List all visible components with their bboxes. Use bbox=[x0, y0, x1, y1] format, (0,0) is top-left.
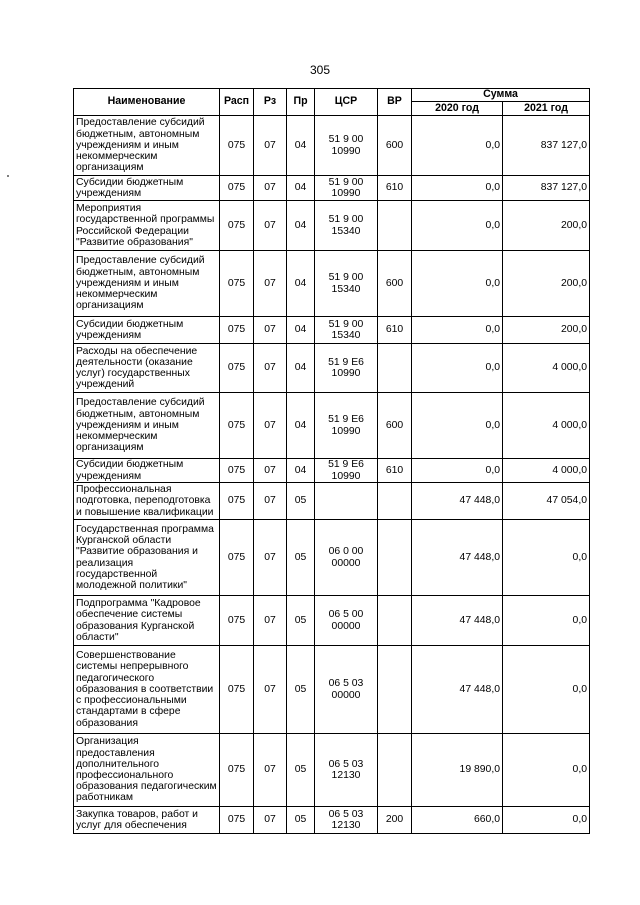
row-rz: 07 bbox=[254, 393, 287, 459]
row-rz: 07 bbox=[254, 116, 287, 176]
row-rasp: 075 bbox=[220, 807, 254, 834]
table-row bbox=[74, 646, 590, 734]
row-rasp: 075 bbox=[220, 201, 254, 251]
row-pr: 04 bbox=[287, 201, 315, 251]
row-pr: 04 bbox=[287, 176, 315, 201]
row-name: Предоставление субсидий бюджетным, автономным учреждениям и иным некоммерческим организациям bbox=[74, 116, 220, 176]
row-name: Совершенствование системы непрерывного педагогического образования в соответствии с профессиональными стандартами в сфере образования bbox=[74, 646, 220, 734]
row-csr: 51 9 E6 10990 bbox=[315, 393, 378, 459]
row-rasp: 075 bbox=[220, 251, 254, 317]
row-rasp: 075 bbox=[220, 116, 254, 176]
row-csr: 51 9 00 15340 bbox=[315, 251, 378, 317]
row-pr: 05 bbox=[287, 646, 315, 734]
row-rasp: 075 bbox=[220, 520, 254, 596]
row-vr: 600 bbox=[378, 393, 412, 459]
header-pr: Пр bbox=[287, 89, 315, 116]
budget-table bbox=[73, 88, 590, 834]
row-name: Мероприятия государственной программы Российской Федерации "Развитие образования" bbox=[74, 201, 220, 251]
row-amount-2020: 47 448,0 bbox=[412, 483, 503, 520]
table-row bbox=[74, 520, 590, 596]
row-csr: 51 9 E6 10990 bbox=[315, 344, 378, 393]
row-name: Субсидии бюджетным учреждениям bbox=[74, 317, 220, 344]
row-rasp: 075 bbox=[220, 176, 254, 201]
row-vr bbox=[378, 344, 412, 393]
row-csr: 51 9 00 15340 bbox=[315, 317, 378, 344]
row-amount-2020: 47 448,0 bbox=[412, 646, 503, 734]
scan-speck bbox=[7, 175, 9, 177]
row-rasp: 075 bbox=[220, 596, 254, 646]
table-row bbox=[74, 201, 590, 251]
row-amount-2020: 0,0 bbox=[412, 116, 503, 176]
row-rasp: 075 bbox=[220, 317, 254, 344]
row-amount-2020: 19 890,0 bbox=[412, 734, 503, 807]
row-pr: 05 bbox=[287, 734, 315, 807]
row-rz: 07 bbox=[254, 251, 287, 317]
table-row bbox=[74, 596, 590, 646]
header-name: Наименование bbox=[74, 89, 220, 116]
row-amount-2020: 0,0 bbox=[412, 344, 503, 393]
row-rz: 07 bbox=[254, 459, 287, 483]
table-body bbox=[74, 116, 590, 834]
row-rz: 07 bbox=[254, 344, 287, 393]
row-pr: 04 bbox=[287, 251, 315, 317]
row-pr: 04 bbox=[287, 317, 315, 344]
row-name: Государственная программа Курганской области "Развитие образования и реализация государственной молодежной политики" bbox=[74, 520, 220, 596]
row-rz: 07 bbox=[254, 201, 287, 251]
row-pr: 04 bbox=[287, 459, 315, 483]
row-pr: 05 bbox=[287, 596, 315, 646]
row-name: Предоставление субсидий бюджетным, автономным учреждениям и иным некоммерческим организациям bbox=[74, 393, 220, 459]
row-amount-2020: 0,0 bbox=[412, 459, 503, 483]
row-name: Субсидии бюджетным учреждениям bbox=[74, 176, 220, 201]
row-pr: 04 bbox=[287, 116, 315, 176]
header-year-2020: 2020 год bbox=[412, 102, 503, 116]
row-name: Субсидии бюджетным учреждениям bbox=[74, 459, 220, 483]
row-vr: 610 bbox=[378, 317, 412, 344]
row-vr: 610 bbox=[378, 459, 412, 483]
row-amount-2021: 4 000,0 bbox=[503, 459, 590, 483]
row-rz: 07 bbox=[254, 734, 287, 807]
page-number: 305 bbox=[309, 63, 331, 77]
header-vr: ВР bbox=[378, 89, 412, 116]
header-rz: Рз bbox=[254, 89, 287, 116]
row-amount-2021: 0,0 bbox=[503, 734, 590, 807]
row-vr bbox=[378, 596, 412, 646]
header-csr: ЦСР bbox=[315, 89, 378, 116]
row-pr: 04 bbox=[287, 344, 315, 393]
row-amount-2021: 4 000,0 bbox=[503, 344, 590, 393]
header-rasp: Расп bbox=[220, 89, 254, 116]
header-sum: Сумма bbox=[412, 89, 590, 102]
row-amount-2021: 200,0 bbox=[503, 317, 590, 344]
row-name: Профессиональная подготовка, переподготовка и повышение квалификации bbox=[74, 483, 220, 520]
row-amount-2021: 200,0 bbox=[503, 251, 590, 317]
row-rasp: 075 bbox=[220, 734, 254, 807]
row-vr: 610 bbox=[378, 176, 412, 201]
row-amount-2020: 47 448,0 bbox=[412, 596, 503, 646]
header-year-2021: 2021 год bbox=[503, 102, 590, 116]
row-amount-2020: 0,0 bbox=[412, 317, 503, 344]
row-rz: 07 bbox=[254, 646, 287, 734]
row-rasp: 075 bbox=[220, 459, 254, 483]
row-pr: 05 bbox=[287, 520, 315, 596]
row-name: Подпрограмма "Кадровое обеспечение системы образования Курганской области" bbox=[74, 596, 220, 646]
row-vr: 600 bbox=[378, 251, 412, 317]
table-row bbox=[74, 734, 590, 807]
row-amount-2021: 0,0 bbox=[503, 596, 590, 646]
row-amount-2021: 837 127,0 bbox=[503, 176, 590, 201]
table-row bbox=[74, 317, 590, 344]
row-amount-2021: 200,0 bbox=[503, 201, 590, 251]
row-amount-2021: 0,0 bbox=[503, 646, 590, 734]
row-rz: 07 bbox=[254, 520, 287, 596]
table-row bbox=[74, 807, 590, 834]
row-name: Закупка товаров, работ и услуг для обеспечения bbox=[74, 807, 220, 834]
row-csr: 06 5 03 00000 bbox=[315, 646, 378, 734]
row-amount-2021: 4 000,0 bbox=[503, 393, 590, 459]
row-vr: 600 bbox=[378, 116, 412, 176]
row-name: Расходы на обеспечение деятельности (оказание услуг) государственных учреждений bbox=[74, 344, 220, 393]
row-amount-2020: 0,0 bbox=[412, 251, 503, 317]
row-rasp: 075 bbox=[220, 646, 254, 734]
row-rz: 07 bbox=[254, 176, 287, 201]
row-pr: 05 bbox=[287, 807, 315, 834]
row-amount-2020: 660,0 bbox=[412, 807, 503, 834]
table-row bbox=[74, 116, 590, 176]
row-csr: 06 5 03 12130 bbox=[315, 734, 378, 807]
row-vr: 200 bbox=[378, 807, 412, 834]
row-pr: 04 bbox=[287, 393, 315, 459]
row-csr: 06 5 00 00000 bbox=[315, 596, 378, 646]
row-csr: 51 9 00 10990 bbox=[315, 176, 378, 201]
row-rz: 07 bbox=[254, 483, 287, 520]
row-pr: 05 bbox=[287, 483, 315, 520]
row-csr: 51 9 00 15340 bbox=[315, 201, 378, 251]
row-csr: 51 9 E6 10990 bbox=[315, 459, 378, 483]
table-row bbox=[74, 344, 590, 393]
row-amount-2020: 0,0 bbox=[412, 393, 503, 459]
row-amount-2020: 47 448,0 bbox=[412, 520, 503, 596]
table-row bbox=[74, 251, 590, 317]
table-row bbox=[74, 176, 590, 201]
row-amount-2021: 837 127,0 bbox=[503, 116, 590, 176]
row-csr: 06 5 03 12130 bbox=[315, 807, 378, 834]
row-amount-2020: 0,0 bbox=[412, 176, 503, 201]
row-rz: 07 bbox=[254, 317, 287, 344]
row-amount-2021: 0,0 bbox=[503, 807, 590, 834]
row-vr bbox=[378, 201, 412, 251]
table-row bbox=[74, 393, 590, 459]
row-rz: 07 bbox=[254, 807, 287, 834]
table-row bbox=[74, 483, 590, 520]
row-vr bbox=[378, 520, 412, 596]
row-csr: 51 9 00 10990 bbox=[315, 116, 378, 176]
row-csr: 06 0 00 00000 bbox=[315, 520, 378, 596]
row-csr bbox=[315, 483, 378, 520]
row-rz: 07 bbox=[254, 596, 287, 646]
row-vr bbox=[378, 646, 412, 734]
row-rasp: 075 bbox=[220, 344, 254, 393]
row-name: Предоставление субсидий бюджетным, автономным учреждениям и иным некоммерческим организациям bbox=[74, 251, 220, 317]
table-row bbox=[74, 459, 590, 483]
row-amount-2021: 47 054,0 bbox=[503, 483, 590, 520]
row-rasp: 075 bbox=[220, 393, 254, 459]
row-amount-2020: 0,0 bbox=[412, 201, 503, 251]
row-name: Организация предоставления дополнительного профессионального образования педагогическим работникам bbox=[74, 734, 220, 807]
row-vr bbox=[378, 483, 412, 520]
row-amount-2021: 0,0 bbox=[503, 520, 590, 596]
row-rasp: 075 bbox=[220, 483, 254, 520]
row-vr bbox=[378, 734, 412, 807]
